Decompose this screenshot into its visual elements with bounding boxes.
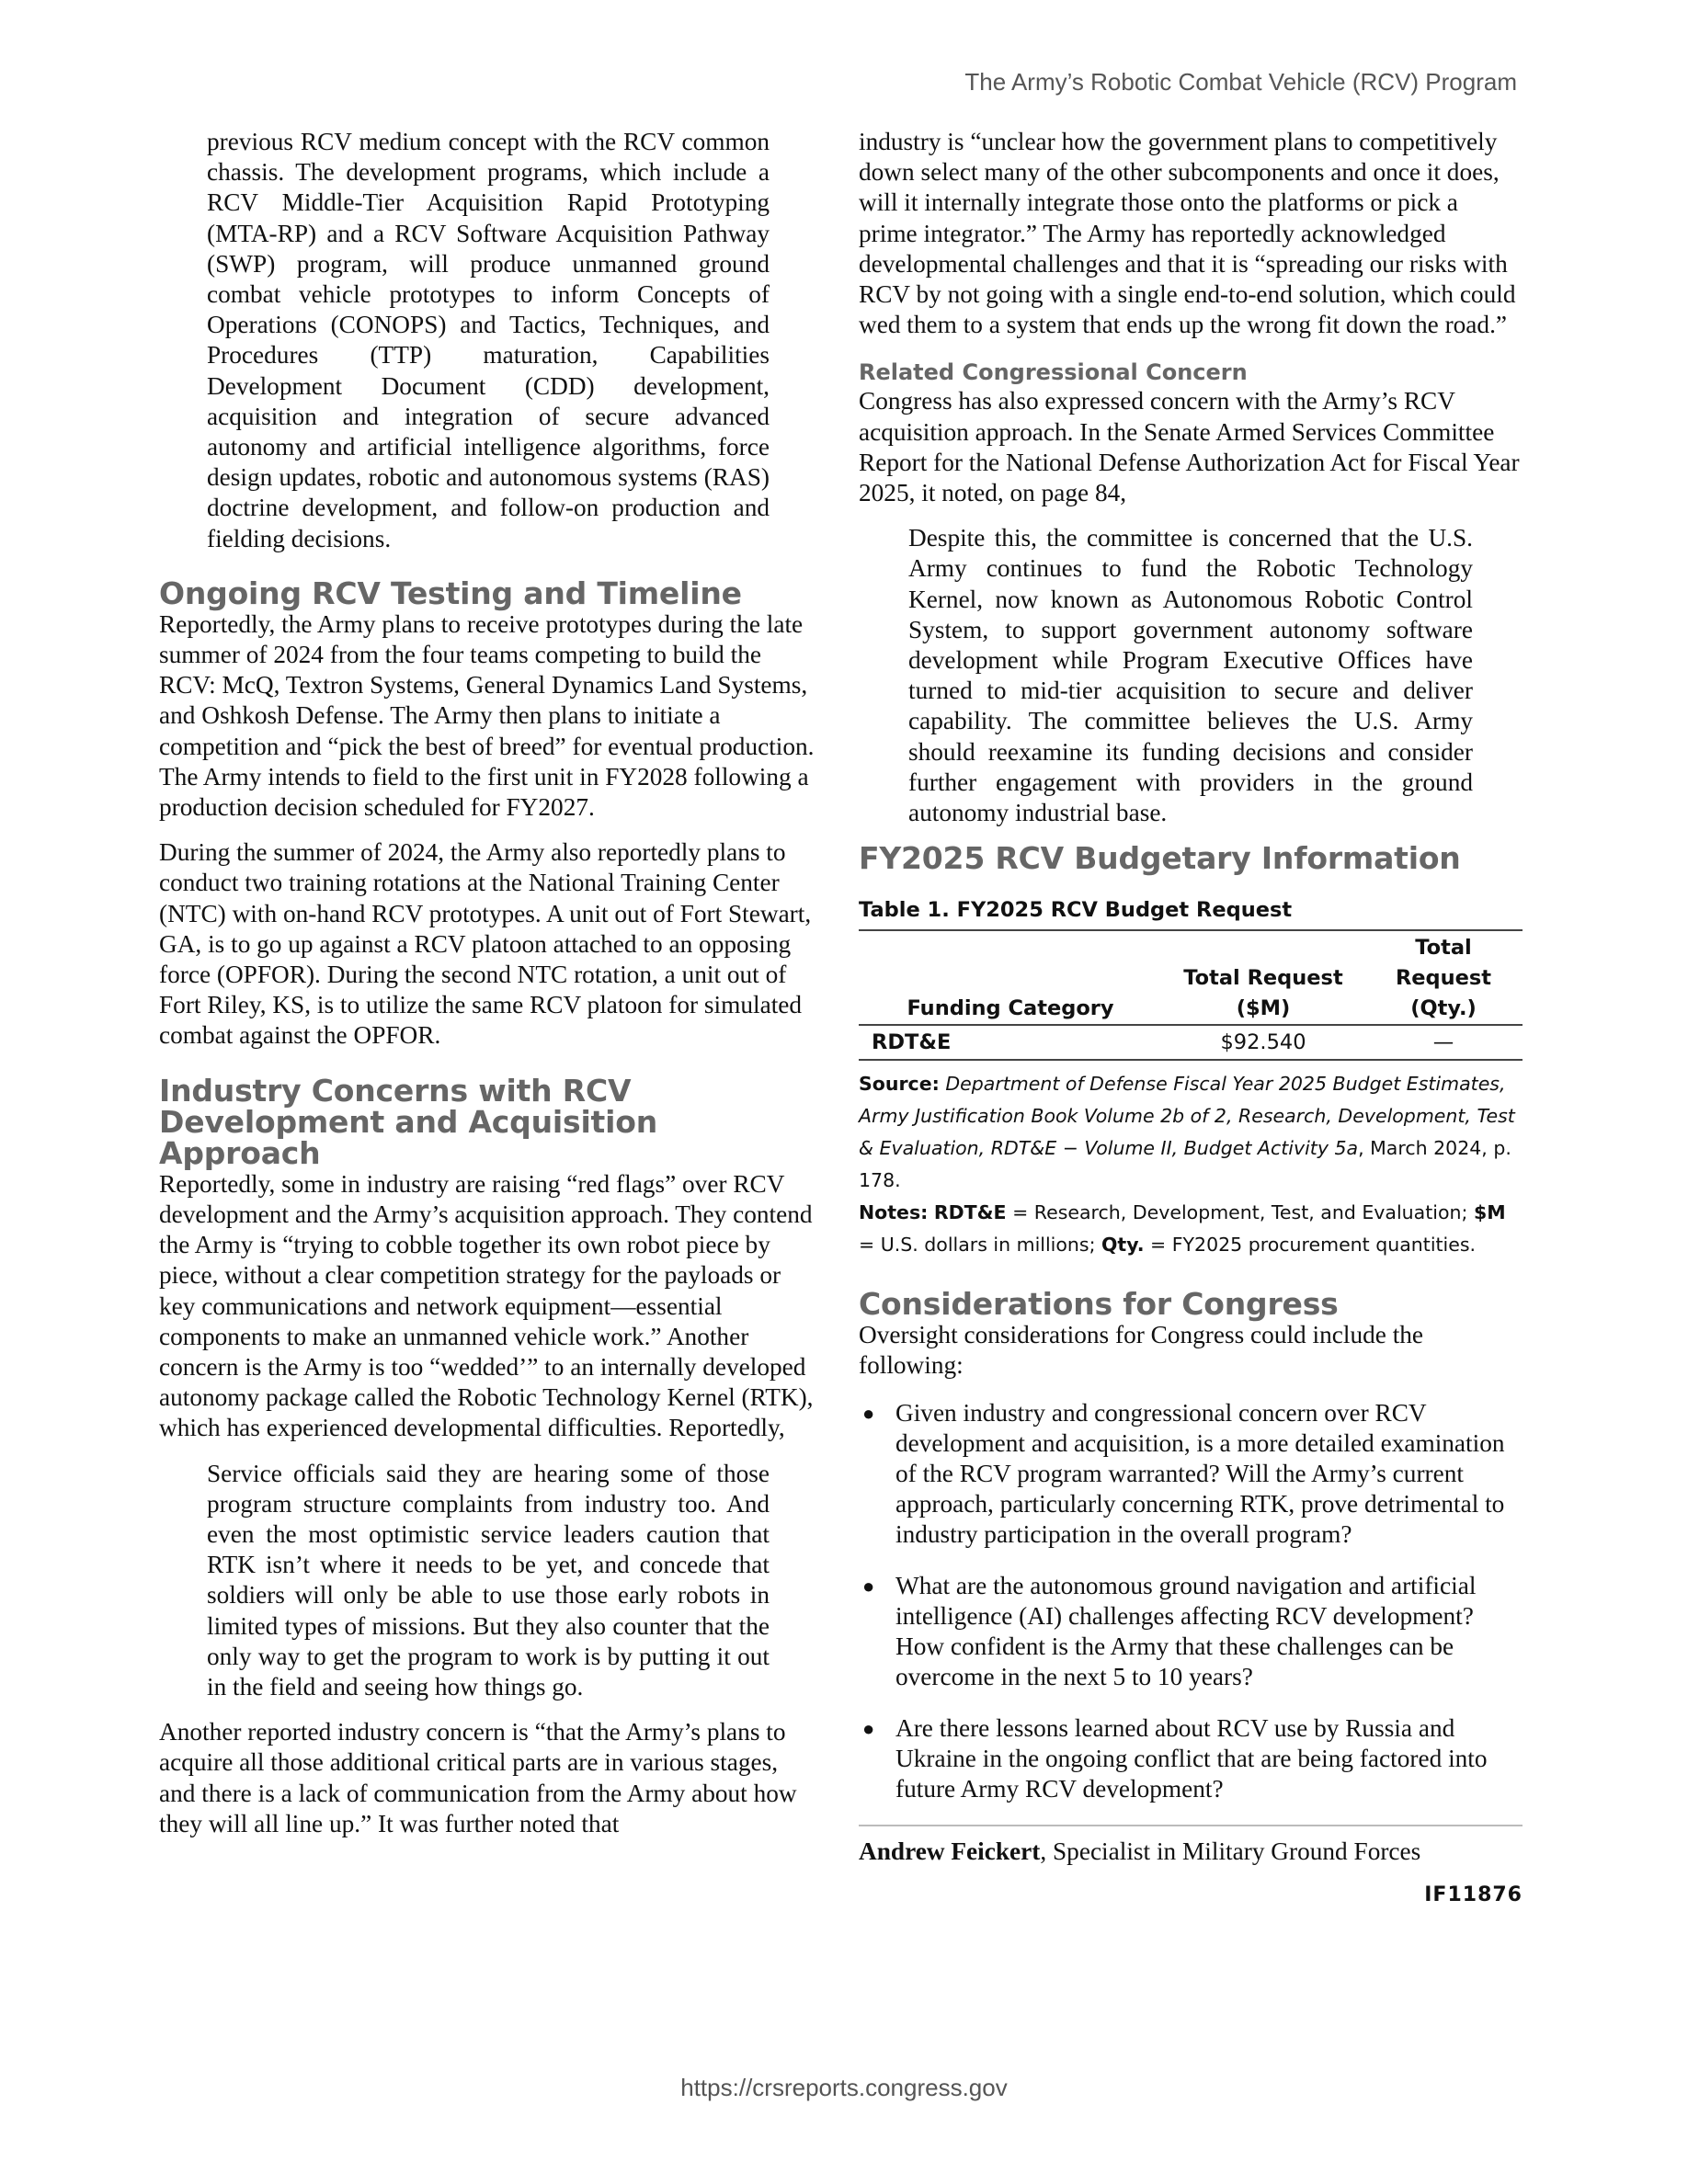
- table-row: [859, 1025, 1523, 1060]
- industry-heading-line1: Industry Concerns with RCV: [159, 1072, 632, 1109]
- cell-total-m: $92.540: [1162, 1025, 1364, 1060]
- intro-block: previous RCV medium concept with the RCV common chassis. The development programs, which include a RCV Middle-Tier Acquisition Rapid Prototyping (MTA-RP) and a RCV Software Acquisition Pathway (SWP) program, will produce unmanned ground combat vehicle prototypes to inform Concepts of Operations (CONOPS) and Tactics, Techniques, and Procedures (TTP) maturation, Capabilities Development Document (CDD) development, acquisition and integration of secure advanced autonomy and artificial intelligence algorithms, force design updates, robotic and autonomous systems (RAS) doctrine development, and follow-on production and fielding decisions.: [207, 128, 770, 552]
- budget-table: [859, 929, 1523, 1061]
- industry-paragraph-1: Reportedly, some in industry are raising “red flags” over RCV development and the Army’s acquisition approach. They contend the Army is “trying to cobble together its own robot piece by piece, without a clear competition strategy for the payloads or key communications and network equipment—essential components to make an unmanned vehicle work.” Another concern is the Army is too “wedded’” to an internally developed autonomy package called the Robotic Technology Kernel (RTK), which has experienced developmental difficulties. Reportedly,: [159, 1169, 814, 1442]
- list-item: ● Are there lessons learned about RCV use by Russia and Ukraine in the ongoing conflict that are being factored into future Army RCV development?: [862, 1713, 1488, 1803]
- author-line: Andrew Feickert, Specialist in Military Ground Forces: [859, 1837, 1421, 1866]
- testing-paragraph-1: Reportedly, the Army plans to receive prototypes during the late summer of 2024 from the four teams competing to build the RCV: McQ, Textron Systems, General Dynamics Land Systems, and Oshkosh Defense. The Army then plans to initiate a competition and “pick the best of breed” for eventual production. The Army intends to field to the first unit in FY2028 following a production decision scheduled for FY2027.: [159, 609, 815, 822]
- related-concern-heading: Related Congressional Concern: [859, 359, 1248, 386]
- header-funding-category: Funding Category: [859, 930, 1162, 1025]
- bullet-icon: ●: [862, 1574, 875, 1598]
- industry-paragraph-2: Another reported industry concern is “that the Army’s plans to acquire all those additional critical parts are in various stages, and there is a lack of communication from the Army about how they will all line up.” It was further noted that: [159, 1718, 797, 1837]
- continuation-paragraph: industry is “unclear how the government plans to competitively down select many of the other subcomponents and once it does, will it internally integrate those onto the platforms or pick a prime integrator.” The Army has reportedly acknowledged developmental challenges and that it is “spreading our risks with RCV by not going with a single end-to-end solution, which could wed them to a system that ends up the wrong fit down the road.”: [859, 128, 1516, 339]
- bullet-icon: ●: [862, 1401, 875, 1425]
- industry-heading-line2: Development and Acquisition Approach: [159, 1103, 658, 1171]
- document-id: IF11876: [1424, 1883, 1523, 1907]
- committee-block-quote: Despite this, the committee is concerned that the U.S. Army continues to fund the Robotic Technology Kernel, now known as Autonomous Robotic Control System, to support government autonomy software development while Program Executive Offices have turned to mid-tier acquisition to secure and deliver capability. The committee believes the U.S. Army should reexamine its funding decisions and consider further engagement with providers in the ground autonomy industrial base.: [908, 524, 1473, 827]
- footer-url[interactable]: https://crsreports.congress.gov: [680, 2074, 1008, 2101]
- header-total-request-m: Total Request ($M): [1162, 930, 1364, 1025]
- section-heading-industry: [159, 1072, 819, 1171]
- author-separator: [859, 1825, 1523, 1826]
- header-total-request-qty: Total Request (Qty.): [1364, 930, 1523, 1025]
- industry-block-quote: Service officials said they are hearing some of those program structure complaints from industry too. And even the most optimistic service leaders caution that RTK isn’t where it needs to be yet, and concede that soldiers will only be able to use those early robots in limited types of missions. But they also counter that the only way to get the program to work is by putting it out in the field and seeing how things go.: [207, 1459, 770, 1701]
- right-column: [859, 127, 1523, 1906]
- testing-paragraph-2: During the summer of 2024, the Army also reportedly plans to conduct two training rotations at the National Training Center (NTC) with on-hand RCV prototypes. A unit out of Fort Stewart, GA, is to go up against a RCV platoon attached to an opposing force (OPFOR). During the second NTC rotation, a unit out of Fort Riley, KS, is to utilize the same RCV platoon for simulated combat against the OPFOR.: [159, 838, 812, 1050]
- considerations-intro: Oversight considerations for Congress could include the following:: [859, 1321, 1424, 1380]
- related-concern-paragraph: Congress has also expressed concern with the Army’s RCV acquisition approach. In the Senate Armed Services Committee Report for the National Defense Authorization Act for Fiscal Year 2025, it noted, on page 84,: [859, 387, 1520, 507]
- cell-qty: —: [1364, 1025, 1523, 1060]
- bullet-icon: ●: [862, 1716, 875, 1740]
- list-item: ● Given industry and congressional concern over RCV development and acquisition, is a more detailed examination of the RCV program warranted? Will the Army’s current approach, particularly concerning RTK, prove detrimental to industry participation in the overall program?: [862, 1398, 1505, 1549]
- running-header: The Army’s Robotic Combat Vehicle (RCV) Program: [964, 68, 1517, 96]
- considerations-heading: Considerations for Congress: [859, 1286, 1339, 1323]
- section-heading-testing: Ongoing RCV Testing and Timeline: [159, 574, 742, 611]
- table-title: Table 1. FY2025 RCV Budget Request: [859, 898, 1293, 923]
- budget-heading: FY2025 RCV Budgetary Information: [859, 840, 1461, 877]
- list-item: ● What are the autonomous ground navigation and artificial intelligence (AI) challenges affecting RCV development? How confident is the Army that these challenges can be overcome in the next 5 to 10 years?: [862, 1571, 1477, 1691]
- table-source: Source: Department of Defense Fiscal Year 2025 Budget Estimates, Army Justification Book Volume 2b of 2, Research, Development, Test & Evaluation, RDT&E − Volume II, Budget Activity 5a, March 2024, p. 178.: [859, 1073, 1515, 1192]
- cell-category: RDT&E: [859, 1025, 1162, 1060]
- left-column: [159, 127, 819, 1854]
- table-notes: Notes: RDT&E = Research, Development, Test, and Evaluation; $M = U.S. dollars in millions; Qty. = FY2025 procurement quantities.: [859, 1201, 1506, 1257]
- considerations-list: [859, 1398, 1523, 1804]
